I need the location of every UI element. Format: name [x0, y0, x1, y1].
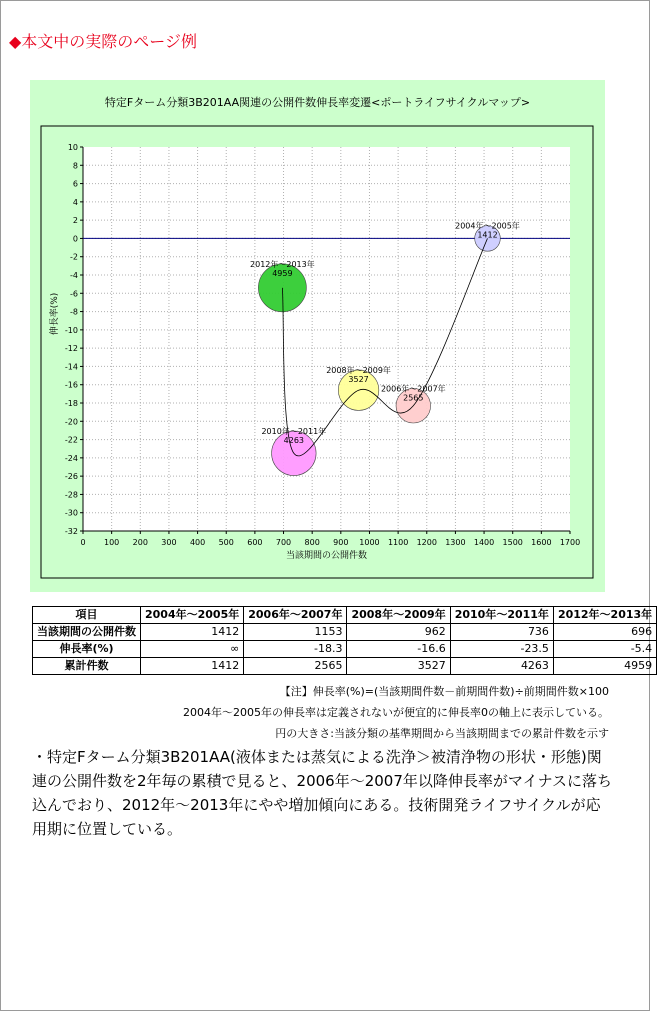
- y-tick-label: -28: [64, 490, 78, 500]
- table-cell: -5.4: [553, 641, 656, 658]
- x-tick-label: 600: [247, 538, 263, 547]
- y-tick-label: 6: [72, 179, 78, 189]
- table-cell: 962: [347, 624, 450, 641]
- y-tick-label: -16: [64, 380, 78, 390]
- table-header-item: 項目: [33, 607, 141, 624]
- y-tick-label: 10: [67, 143, 78, 152]
- x-tick-label: 400: [189, 538, 206, 547]
- table-row: [33, 624, 657, 641]
- x-tick-label: 1700: [559, 538, 581, 547]
- table-cell: 3527: [347, 658, 450, 675]
- bubble-period-label: 2012年～2013年: [250, 259, 315, 269]
- x-tick-label: 1400: [473, 538, 495, 547]
- note-line: 2004年～2005年の伸長率は定義されないが便宜的に伸長率0の軸上に表示している。: [183, 706, 609, 719]
- table-header-period: 2012年～2013年: [553, 607, 656, 624]
- table-cell: 2565: [244, 658, 347, 675]
- y-tick-label: -30: [64, 508, 78, 518]
- bubble-period-label: 2010年～2011年: [261, 427, 327, 437]
- table-cell: -16.6: [347, 641, 450, 658]
- table-cell: 1412: [141, 658, 244, 675]
- row-label: 当該期間の公開件数: [33, 624, 141, 641]
- table-cell: -18.3: [244, 641, 347, 658]
- note-line: 円の大きさ:当該分類の基準期間から当該期間までの累計件数を示す: [275, 727, 609, 740]
- table-cell: 1153: [244, 624, 347, 641]
- table-row: [33, 641, 657, 658]
- data-table: [32, 606, 657, 675]
- y-tick-label: -18: [64, 399, 78, 408]
- y-tick-label: -6: [70, 289, 78, 299]
- y-tick-label: -8: [70, 307, 78, 317]
- bubble-period-label: 2004年～2005年: [455, 221, 520, 231]
- table-header-row: [33, 607, 657, 624]
- table-header-period: 2008年～2009年: [347, 607, 450, 624]
- table-cell: 1412: [141, 624, 244, 641]
- y-tick-label: 2: [72, 216, 78, 226]
- y-tick-label: -2: [70, 252, 78, 262]
- x-tick-label: 700: [275, 538, 292, 547]
- y-tick-label: -26: [64, 472, 78, 482]
- x-tick-label: 1000: [359, 538, 380, 547]
- x-tick-label: 300: [161, 538, 177, 547]
- bubble-size-label: 4959: [272, 268, 293, 278]
- bubble-period-label: 2008年～2009年: [326, 365, 391, 375]
- table-header-period: 2010年～2011年: [450, 607, 553, 624]
- x-tick-label: 0: [80, 538, 86, 547]
- y-tick-label: -32: [64, 527, 78, 536]
- x-tick-label: 1300: [445, 538, 466, 547]
- table-cell: 696: [553, 624, 656, 641]
- x-tick-label: 500: [218, 538, 234, 547]
- y-axis-label: 伸長率(%): [50, 292, 60, 336]
- y-tick-label: -22: [64, 435, 78, 445]
- table-cell: 4959: [553, 658, 656, 675]
- x-tick-label: 1600: [531, 538, 552, 547]
- chart-panel: [30, 80, 605, 592]
- bubble-size-label: 1412: [477, 230, 498, 240]
- table-cell: ∞: [141, 641, 244, 658]
- y-tick-label: -24: [64, 453, 78, 463]
- chart-notes: [131, 681, 609, 744]
- x-tick-label: 900: [333, 538, 349, 547]
- x-tick-label: 200: [132, 538, 148, 547]
- y-tick-label: -10: [64, 325, 78, 335]
- y-tick-label: -4: [70, 271, 78, 280]
- note-line: 【注】伸長率(%)=(当該期間件数－前期間件数)÷前期間件数×100: [279, 685, 609, 698]
- bubble-chart: [30, 80, 605, 592]
- chart-title: 特定Fターム分類3B201AA関連の公開件数伸長率変遷<ポートライフサイクルマップ>: [104, 96, 531, 109]
- x-tick-label: 100: [104, 538, 120, 547]
- row-label: 伸長率(%): [33, 641, 141, 658]
- bubble-size-label: 4263: [283, 436, 305, 446]
- x-axis-label: 当該期間の公開件数: [285, 551, 368, 561]
- page-heading: ◆本文中の実際のページ例: [9, 32, 197, 51]
- table-header-period: 2004年～2005年: [141, 607, 244, 624]
- x-tick-label: 1500: [502, 538, 523, 547]
- summary-text: ・特定Fターム分類3B201AA(液体または蒸気による洗浄＞被清浄物の形状・形態)関連の公開件数を2年毎の累積で見ると、2006年～2007年以降伸長率がマイナスに落ち込んでおり、2012年～2013年にやや増加傾向にある。技術開発ライフサイクルが応用期に位置している。: [32, 748, 612, 838]
- y-tick-label: 0: [72, 234, 78, 244]
- x-tick-label: 800: [304, 538, 320, 547]
- table-cell: 736: [450, 624, 553, 641]
- y-tick-label: 4: [72, 197, 78, 207]
- row-label: 累計件数: [33, 658, 141, 675]
- table-header-period: 2006年～2007年: [244, 607, 347, 624]
- bubble-size-label: 3527: [348, 374, 369, 384]
- x-tick-label: 1200: [416, 538, 437, 547]
- bubble-period-label: 2006年～2007年: [380, 384, 446, 394]
- y-tick-label: -14: [64, 362, 78, 372]
- x-tick-label: 1100: [387, 538, 409, 547]
- bubble-size-label: 2565: [403, 393, 424, 403]
- y-tick-label: -20: [64, 417, 78, 427]
- table-cell: 4263: [450, 658, 553, 675]
- plot-area: [83, 147, 570, 531]
- table-row: [33, 658, 657, 675]
- y-tick-label: -12: [64, 344, 78, 354]
- table-cell: -23.5: [450, 641, 553, 658]
- y-tick-label: 8: [72, 161, 78, 171]
